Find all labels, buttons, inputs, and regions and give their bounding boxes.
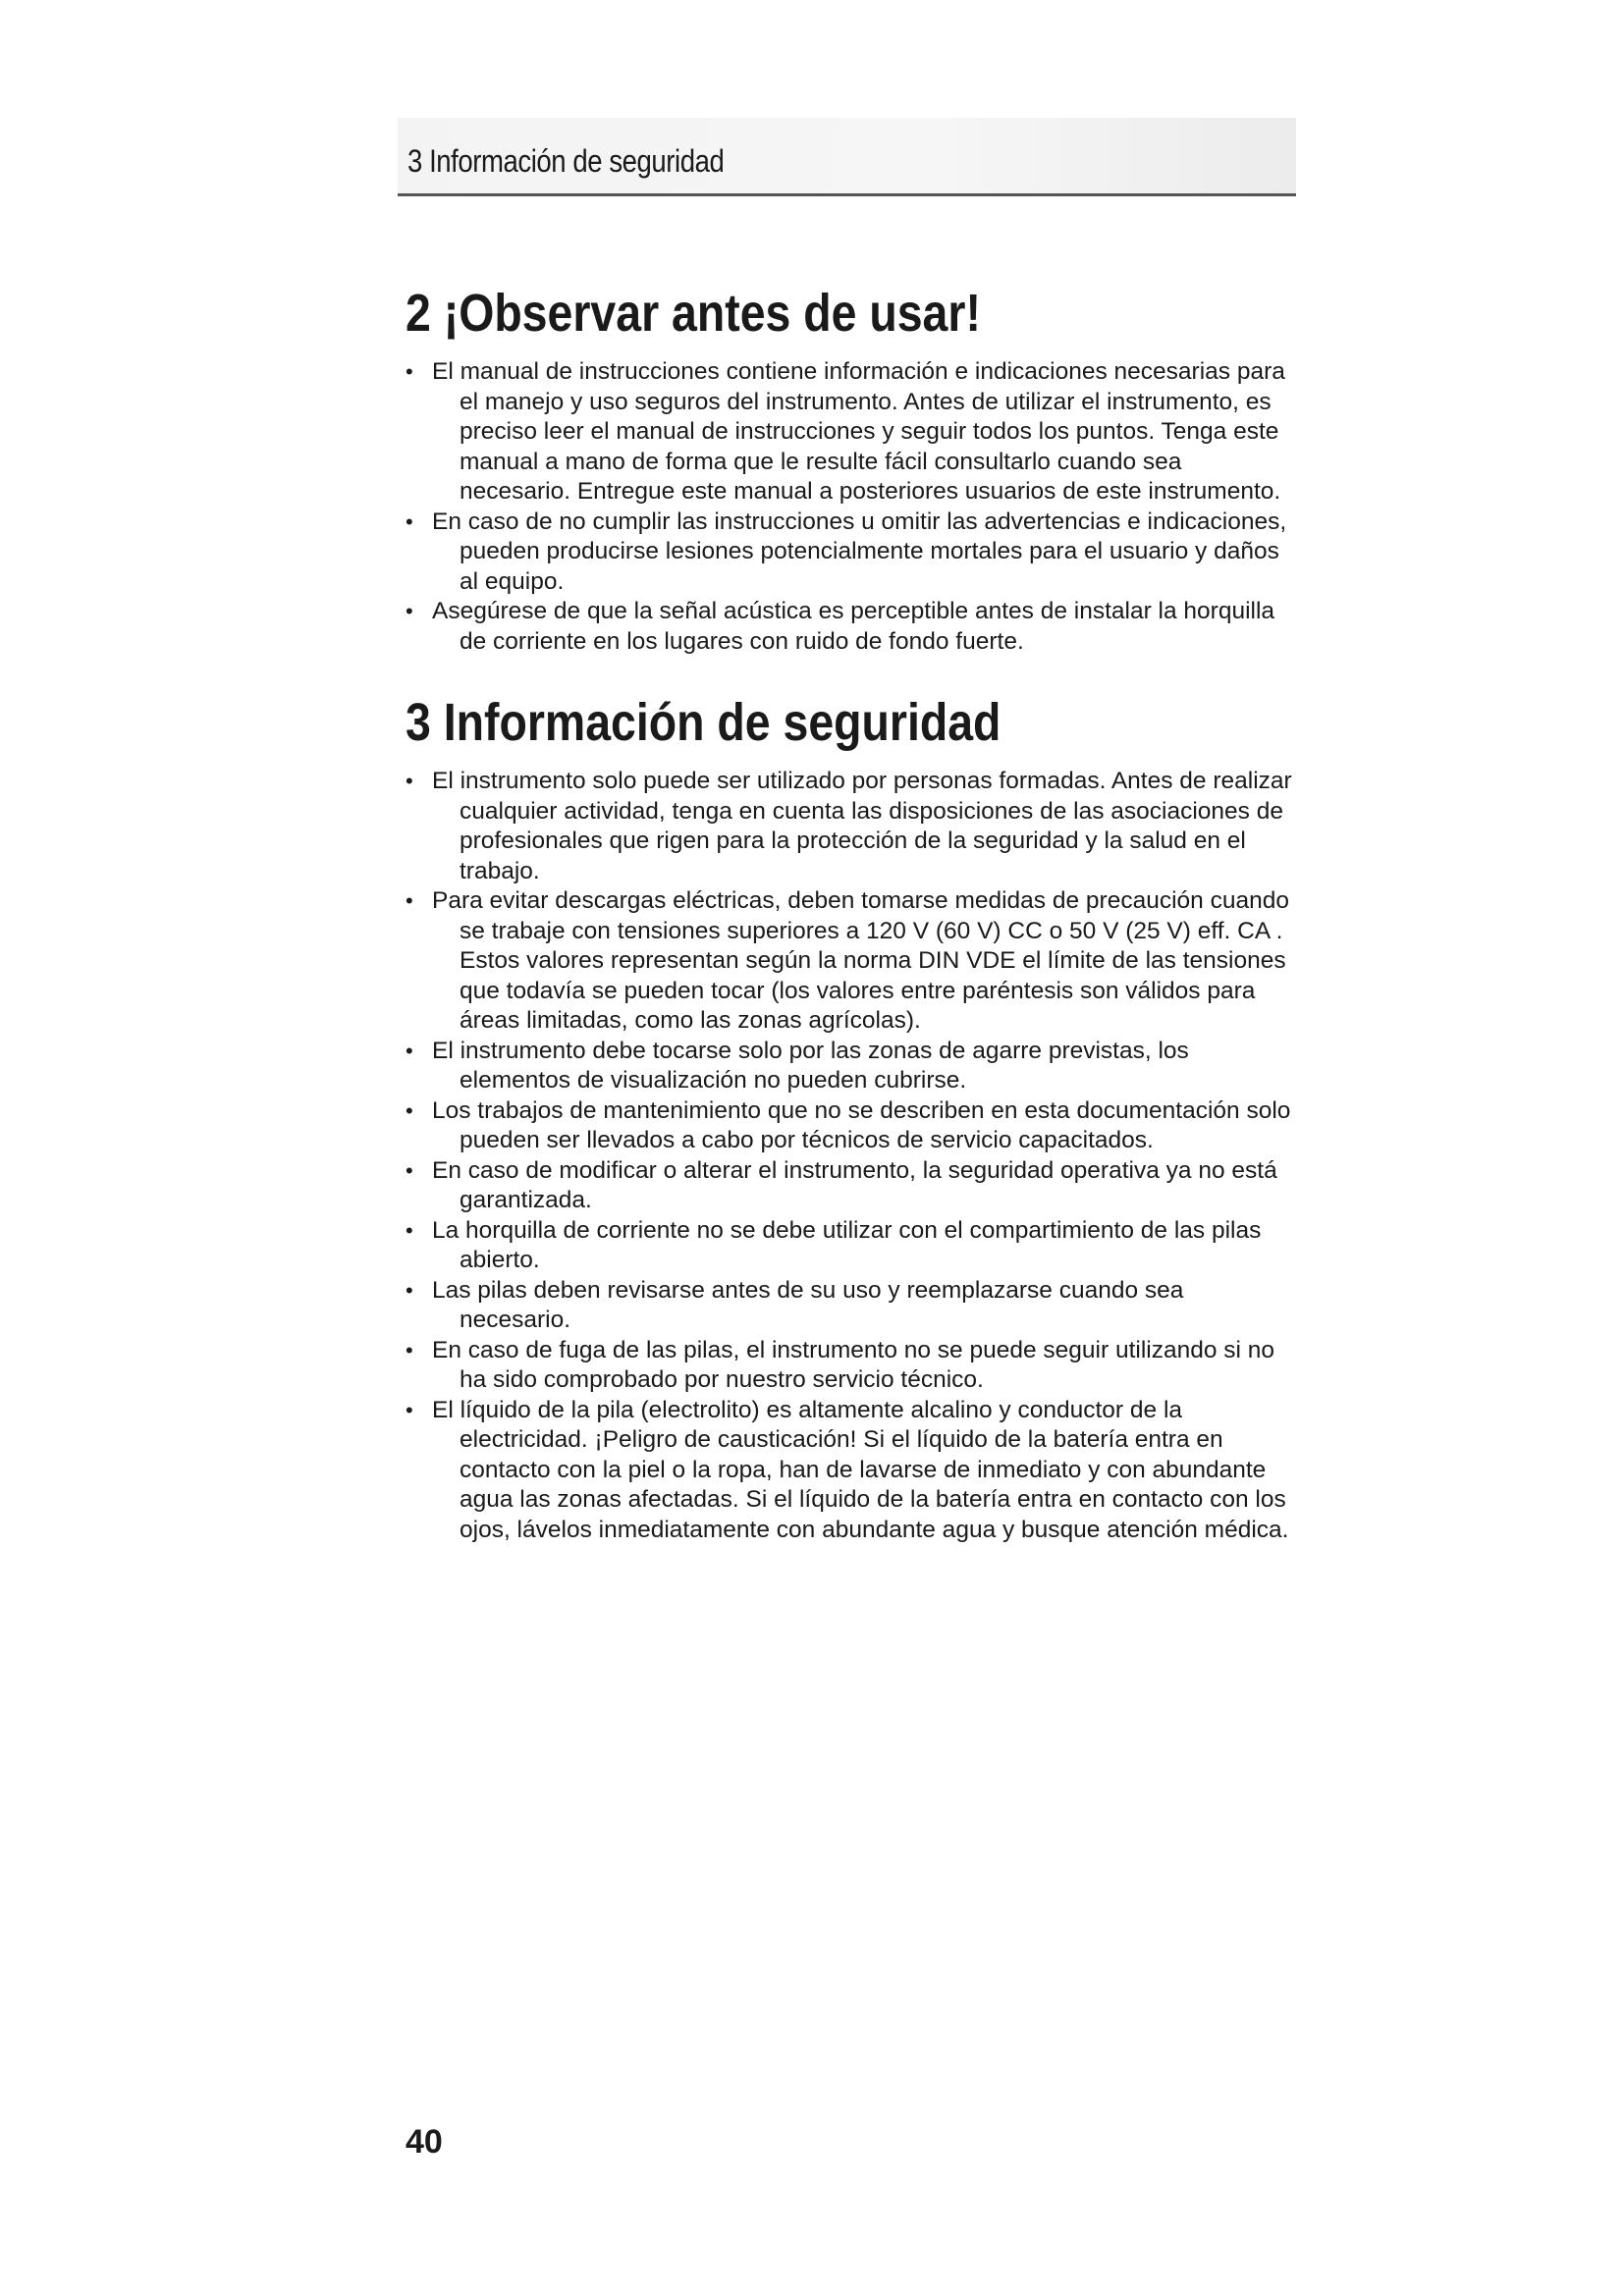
list-item: • La horquilla de corriente no se debe utilizar con el compartimiento de las pilas abierto. bbox=[406, 1216, 1294, 1276]
list-item: • En caso de no cumplir las instrucciones u omitir las advertencias e indicaciones, pueden producirse lesiones potencialmente mortales para el usuario y daños al equipo. bbox=[406, 507, 1294, 598]
list-item: • El instrumento solo puede ser utilizado por personas formadas. Antes de realizar cualquier actividad, tenga en cuenta las disposiciones de las asociaciones de profesionales que rigen para la protección de la seguridad y la salud en el trabajo. bbox=[406, 767, 1294, 886]
running-header-title: 3 Información de seguridad bbox=[407, 143, 725, 179]
list-item: • Las pilas deben revisarse antes de su uso y reemplazarse cuando sea necesario. bbox=[406, 1276, 1294, 1336]
list-item: • Para evitar descargas eléctricas, deben tomarse medidas de precaución cuando se trabaje con tensiones superiores a 120 V (60 V) CC o 50 V (25 V) eff. CA . Estos valores representan según la norma DIN VDE el límite de las tensiones que todavía se pueden tocar (los valores entre paréntesis son válidos para áreas limitadas, como las zonas agrícolas). bbox=[406, 886, 1294, 1037]
list-item: • Los trabajos de mantenimiento que no se describen en esta documentación solo pueden ser llevados a cabo por técnicos de servicio capacitados. bbox=[406, 1096, 1294, 1156]
page-content bbox=[406, 283, 1294, 1545]
running-header bbox=[398, 118, 1296, 196]
list-item: • El instrumento debe tocarse solo por las zonas de agarre previstas, los elementos de visualización no pueden cubrirse. bbox=[406, 1037, 1294, 1096]
list-item: • El manual de instrucciones contiene información e indicaciones necesarias para el manejo y uso seguros del instrumento. Antes de utilizar el instrumento, es preciso leer el manual de instrucciones y seguir todos los puntos. Tenga este manual a mano de forma que le resulte fácil consultarlo cuando sea necesario. Entregue este manual a posteriores usuarios de este instrumento. bbox=[406, 357, 1294, 507]
section-3-list bbox=[406, 767, 1294, 1545]
list-item: • Asegúrese de que la señal acústica es perceptible antes de instalar la horquilla de corriente en los lugares con ruido de fondo fuerte. bbox=[406, 597, 1294, 657]
list-item: • En caso de modificar o alterar el instrumento, la seguridad operativa ya no está garantizada. bbox=[406, 1156, 1294, 1216]
section-3-title: 3 Información de seguridad bbox=[406, 693, 1001, 752]
section-2-title: 2 ¡Observar antes de usar! bbox=[406, 284, 981, 343]
list-item: • En caso de fuga de las pilas, el instrumento no se puede seguir utilizando si no ha sido comprobado por nuestro servicio técnico. bbox=[406, 1336, 1294, 1396]
page-number: 40 bbox=[406, 2123, 443, 2161]
list-item: • El líquido de la pila (electrolito) es altamente alcalino y conductor de la electricidad. ¡Peligro de causticación! Si el líquido de la batería entra en contacto con la piel o la ropa, han de lavarse de inmediato y con abundante agua las zonas afectadas. Si el líquido de la batería entra en contacto con los ojos, lávelos inmediatamente con abundante agua y busque atención médica. bbox=[406, 1396, 1294, 1546]
section-2-list bbox=[406, 357, 1294, 657]
